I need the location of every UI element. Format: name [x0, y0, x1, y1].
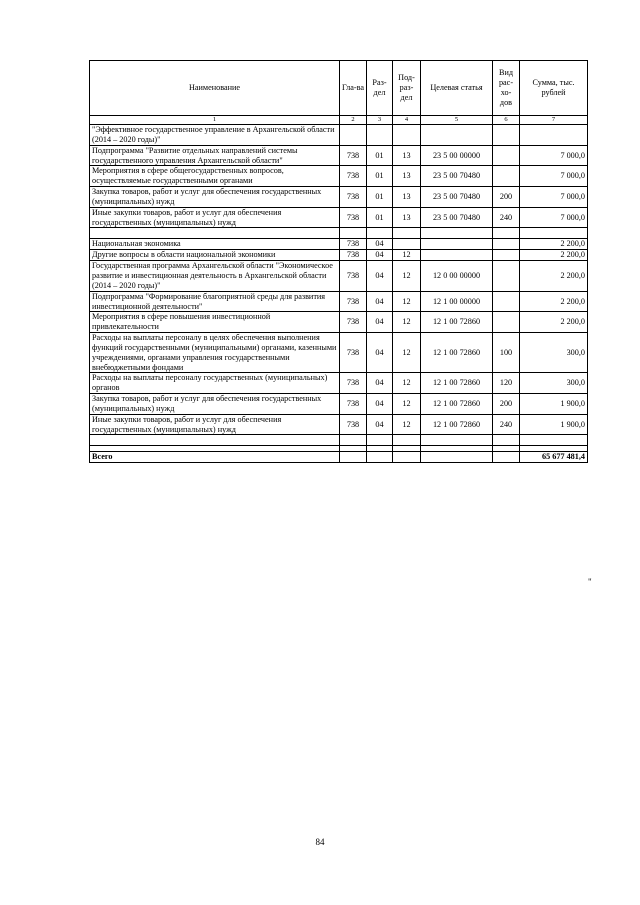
row-chapter: 738 — [340, 414, 367, 435]
row-subsection — [393, 239, 421, 250]
row-name: Расходы на выплаты персоналу в целях обеспечения выполнения функций государственными (муниципальными) органами, казенными учреждениями, органами управления государственными внебюджетными фондами — [90, 333, 340, 373]
row-expense-type: 200 — [493, 187, 520, 208]
table-row — [90, 261, 588, 292]
row-name: Иные закупки товаров, работ и услуг для обеспечения государственных (муниципальных) нужд — [90, 207, 340, 228]
spacer-cell — [90, 435, 340, 446]
row-chapter: 738 — [340, 187, 367, 208]
row-chapter: 738 — [340, 333, 367, 373]
row-sum — [520, 125, 588, 146]
column-number: 1 — [90, 116, 340, 125]
spacer-row — [90, 435, 588, 446]
row-expense-type — [493, 250, 520, 261]
row-section: 01 — [367, 207, 393, 228]
table-row — [90, 145, 588, 166]
row-name: Мероприятия в сфере общегосударственных вопросов, осуществляемые государственными органами — [90, 166, 340, 187]
row-name: Иные закупки товаров, работ и услуг для обеспечения государственных (муниципальных) нужд — [90, 414, 340, 435]
row-subsection: 13 — [393, 166, 421, 187]
row-section: 04 — [367, 414, 393, 435]
row-name: Мероприятия в сфере повышения инвестиционной привлекательности — [90, 312, 340, 333]
row-name: Подпрограмма "Развитие отдельных направлений системы государственного управления Архангельской области" — [90, 145, 340, 166]
row-subsection: 12 — [393, 333, 421, 373]
row-section: 04 — [367, 261, 393, 292]
row-expense-type: 100 — [493, 333, 520, 373]
total-row — [90, 452, 588, 463]
row-sum: 1 900,0 — [520, 394, 588, 415]
row-section: 01 — [367, 187, 393, 208]
row-target: 23 5 00 70480 — [421, 207, 493, 228]
spacer-cell — [421, 228, 493, 239]
row-expense-type — [493, 166, 520, 187]
row-target: 12 0 00 00000 — [421, 261, 493, 292]
row-target: 12 1 00 72860 — [421, 414, 493, 435]
row-target: 12 1 00 72860 — [421, 312, 493, 333]
row-expense-type: 200 — [493, 394, 520, 415]
row-subsection: 12 — [393, 250, 421, 261]
header-expense-type: Вид рас-хо-дов — [493, 61, 520, 116]
table-row — [90, 291, 588, 312]
row-target — [421, 125, 493, 146]
table-row — [90, 207, 588, 228]
row-section: 04 — [367, 291, 393, 312]
column-number: 3 — [367, 116, 393, 125]
spacer-row — [90, 228, 588, 239]
spacer-cell — [493, 228, 520, 239]
table-row — [90, 187, 588, 208]
row-chapter: 738 — [340, 166, 367, 187]
header-chapter: Гла-ва — [340, 61, 367, 116]
row-section: 04 — [367, 394, 393, 415]
row-name: Другие вопросы в области национальной экономики — [90, 250, 340, 261]
row-name: Подпрограмма "Формирование благоприятной среды для развития инвестиционной деятельности" — [90, 291, 340, 312]
row-chapter: 738 — [340, 373, 367, 394]
row-sum: 2 200,0 — [520, 250, 588, 261]
row-target: 12 1 00 72860 — [421, 394, 493, 415]
row-chapter: 738 — [340, 207, 367, 228]
spacer-cell — [393, 228, 421, 239]
spacer-cell — [340, 435, 367, 446]
budget-table — [89, 60, 588, 463]
row-subsection: 13 — [393, 187, 421, 208]
table-row — [90, 166, 588, 187]
table-row — [90, 250, 588, 261]
row-target: 23 5 00 00000 — [421, 145, 493, 166]
row-expense-type — [493, 125, 520, 146]
row-target: 23 5 00 70480 — [421, 166, 493, 187]
row-chapter: 738 — [340, 291, 367, 312]
table-row — [90, 394, 588, 415]
spacer-cell — [340, 228, 367, 239]
total-label: Всего — [90, 452, 340, 463]
row-subsection: 12 — [393, 373, 421, 394]
closing-quote: " — [588, 577, 592, 587]
spacer-cell — [520, 228, 588, 239]
row-name: "Эффективное государственное управление в Архангельской области (2014 – 2020 годы)" — [90, 125, 340, 146]
table-row — [90, 333, 588, 373]
row-sum: 2 200,0 — [520, 312, 588, 333]
row-subsection: 12 — [393, 394, 421, 415]
row-expense-type: 240 — [493, 414, 520, 435]
spacer-cell — [493, 435, 520, 446]
column-number: 2 — [340, 116, 367, 125]
row-name: Расходы на выплаты персоналу государственных (муниципальных) органов — [90, 373, 340, 394]
spacer-cell — [367, 228, 393, 239]
row-section: 01 — [367, 145, 393, 166]
row-target — [421, 250, 493, 261]
row-sum: 300,0 — [520, 373, 588, 394]
total-empty-cell — [421, 452, 493, 463]
row-chapter: 738 — [340, 145, 367, 166]
row-sum: 7 000,0 — [520, 207, 588, 228]
row-expense-type — [493, 145, 520, 166]
column-number: 7 — [520, 116, 588, 125]
row-target: 12 1 00 72860 — [421, 373, 493, 394]
row-chapter: 738 — [340, 261, 367, 292]
row-target: 12 1 00 72860 — [421, 333, 493, 373]
row-subsection: 12 — [393, 261, 421, 292]
total-empty-cell — [367, 452, 393, 463]
row-expense-type — [493, 291, 520, 312]
row-expense-type — [493, 312, 520, 333]
header-name: Наименование — [90, 61, 340, 116]
column-number: 5 — [421, 116, 493, 125]
total-sum: 65 677 481,4 — [520, 452, 588, 463]
row-chapter: 738 — [340, 250, 367, 261]
total-empty-cell — [340, 452, 367, 463]
header-target: Целевая статья — [421, 61, 493, 116]
row-section: 04 — [367, 312, 393, 333]
row-sum: 1 900,0 — [520, 414, 588, 435]
table-row — [90, 414, 588, 435]
row-section: 04 — [367, 239, 393, 250]
row-expense-type: 240 — [493, 207, 520, 228]
row-sum: 2 200,0 — [520, 291, 588, 312]
column-number-row — [90, 116, 588, 125]
row-sum: 7 000,0 — [520, 145, 588, 166]
row-subsection: 12 — [393, 291, 421, 312]
row-name: Закупка товаров, работ и услуг для обеспечения государственных (муниципальных) нужд — [90, 187, 340, 208]
header-subsection: Под-раз-дел — [393, 61, 421, 116]
row-sum: 2 200,0 — [520, 261, 588, 292]
row-name: Государственная программа Архангельской области "Экономическое развитие и инвестиционная деятельность в Архангельской области (2014 – 2020 годы)" — [90, 261, 340, 292]
header-section: Раз-дел — [367, 61, 393, 116]
row-section: 01 — [367, 166, 393, 187]
page-number: 84 — [315, 837, 325, 847]
column-number: 4 — [393, 116, 421, 125]
budget-document — [89, 60, 587, 463]
row-subsection: 13 — [393, 145, 421, 166]
row-section: 04 — [367, 373, 393, 394]
row-subsection: 12 — [393, 312, 421, 333]
row-subsection: 13 — [393, 207, 421, 228]
row-chapter — [340, 125, 367, 146]
row-chapter: 738 — [340, 239, 367, 250]
spacer-cell — [90, 228, 340, 239]
row-subsection — [393, 125, 421, 146]
row-target — [421, 239, 493, 250]
table-row — [90, 373, 588, 394]
row-chapter: 738 — [340, 394, 367, 415]
total-empty-cell — [393, 452, 421, 463]
spacer-cell — [367, 435, 393, 446]
spacer-cell — [520, 435, 588, 446]
row-target: 12 1 00 00000 — [421, 291, 493, 312]
row-chapter: 738 — [340, 312, 367, 333]
table-row — [90, 312, 588, 333]
row-section: 04 — [367, 250, 393, 261]
row-subsection: 12 — [393, 414, 421, 435]
row-section: 04 — [367, 333, 393, 373]
row-sum: 2 200,0 — [520, 239, 588, 250]
table-row — [90, 125, 588, 146]
row-sum: 300,0 — [520, 333, 588, 373]
row-name: Национальная экономика — [90, 239, 340, 250]
row-expense-type — [493, 239, 520, 250]
row-name: Закупка товаров, работ и услуг для обеспечения государственных (муниципальных) нужд — [90, 394, 340, 415]
row-expense-type: 120 — [493, 373, 520, 394]
column-number: 6 — [493, 116, 520, 125]
row-expense-type — [493, 261, 520, 292]
spacer-cell — [393, 435, 421, 446]
row-sum: 7 000,0 — [520, 187, 588, 208]
row-target: 23 5 00 70480 — [421, 187, 493, 208]
total-empty-cell — [493, 452, 520, 463]
header-row — [90, 61, 588, 116]
spacer-cell — [421, 435, 493, 446]
table-row — [90, 239, 588, 250]
row-sum: 7 000,0 — [520, 166, 588, 187]
row-section — [367, 125, 393, 146]
header-sum: Сумма, тыс. рублей — [520, 61, 588, 116]
